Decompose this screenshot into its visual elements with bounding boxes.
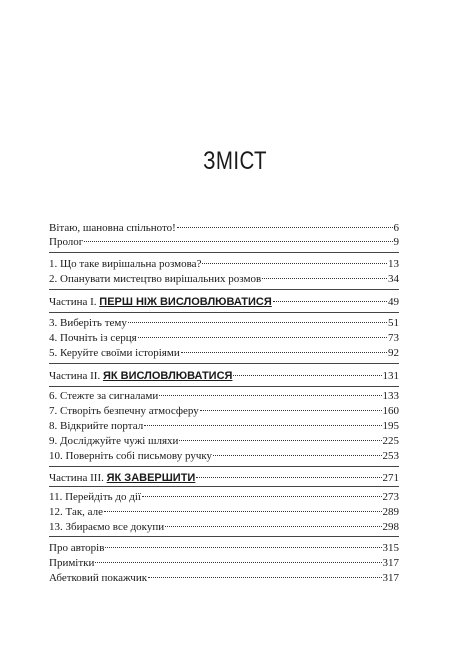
toc-entry-chapter-8[interactable]	[49, 419, 399, 434]
toc-entry-chapter-10[interactable]	[49, 449, 399, 464]
toc-entry-label: Примітки	[49, 557, 95, 569]
toc-entry-label: Почніть із серця	[60, 332, 137, 344]
dot-leader	[177, 227, 393, 228]
toc-entry-chapter-1[interactable]	[49, 257, 399, 272]
chapter-number: 8.	[49, 420, 58, 432]
chapter-number: 7.	[49, 405, 58, 417]
dot-leader	[179, 440, 381, 441]
page-title: ЗМІСТ	[203, 147, 267, 175]
toc-entry-label: Так, але	[65, 506, 104, 518]
toc-part-1[interactable]	[49, 295, 399, 310]
part-title: ЯК ЗАВЕРШИТИ	[106, 472, 196, 484]
toc-entry-page: 6	[393, 222, 399, 234]
toc-entry-label: Керуйте своїми історіями	[60, 347, 180, 359]
toc-entry-page: 49	[388, 296, 399, 308]
part-prefix: Частина ІІ.	[49, 370, 101, 382]
part-prefix: Частина ІІІ.	[49, 472, 104, 484]
chapter-number: 9.	[49, 435, 58, 447]
chapter-number: 10.	[49, 450, 63, 462]
toc-entry-label: Абетковий покажчик	[49, 572, 148, 584]
toc-entry-label: Поверніть собі письмову ручку	[65, 450, 213, 462]
section-divider	[49, 363, 399, 364]
dot-leader	[144, 425, 381, 426]
dot-leader	[233, 375, 381, 376]
chapter-number: 11.	[49, 491, 63, 503]
toc-entry-label: Перейдіть до дії	[65, 491, 141, 503]
toc-entry-label: Досліджуйте чужі шляхи	[60, 435, 179, 447]
dot-leader	[84, 241, 392, 242]
chapter-number: 3.	[49, 317, 58, 329]
section-divider	[49, 466, 399, 467]
toc-entry-label: Виберіть тему	[60, 317, 127, 329]
chapter-number: 1.	[49, 258, 58, 270]
dot-leader	[142, 496, 382, 497]
toc-entry-chapter-7[interactable]	[49, 404, 399, 419]
dot-leader	[105, 547, 381, 548]
toc-entry-chapter-3[interactable]	[49, 316, 399, 331]
toc-entry-page: 317	[382, 557, 399, 569]
dot-leader	[148, 577, 381, 578]
dot-leader	[95, 562, 381, 563]
dot-leader	[104, 511, 381, 512]
toc-entry-chapter-13[interactable]	[49, 520, 399, 535]
toc-entry-label: Збираємо все докупи	[65, 521, 165, 533]
dot-leader	[138, 337, 387, 338]
section-divider	[49, 252, 399, 253]
toc-entry-page: 315	[382, 542, 399, 554]
toc-entry-page: 73	[388, 332, 399, 344]
toc-entry-page: 195	[382, 420, 399, 432]
toc-entry-chapter-6[interactable]	[49, 389, 399, 404]
chapter-number: 4.	[49, 332, 58, 344]
toc-entry-chapter-2[interactable]	[49, 272, 399, 287]
toc-entry-page: 160	[382, 405, 399, 417]
chapter-number: 12.	[49, 506, 63, 518]
chapter-number: 13.	[49, 521, 63, 533]
section-divider	[49, 486, 399, 487]
toc-entry-page: 298	[382, 521, 399, 533]
toc-entry-label: Стежте за сигналами	[60, 390, 159, 402]
toc-entry-label: Відкрийте портал	[60, 420, 144, 432]
toc-part-2[interactable]	[49, 369, 399, 384]
part-title: ПЕРШ НІЖ ВИСЛОВЛЮВАТИСЯ	[99, 296, 272, 308]
toc-entry-label: Про авторів	[49, 542, 105, 554]
section-divider	[49, 386, 399, 387]
chapter-number: 2.	[49, 273, 58, 285]
toc-entry-chapter-4[interactable]	[49, 331, 399, 346]
chapter-number: 6.	[49, 390, 58, 402]
section-divider	[49, 536, 399, 537]
dot-leader	[273, 301, 387, 302]
section-divider	[49, 289, 399, 290]
toc-entry-chapter-11[interactable]	[49, 490, 399, 505]
toc-entry-label: Створіть безпечну атмосферу	[60, 405, 199, 417]
dot-leader	[213, 455, 381, 456]
toc-entry-notes[interactable]	[49, 556, 399, 571]
toc-entry-page: 225	[382, 435, 399, 447]
part-title: ЯК ВИСЛОВЛЮВАТИСЯ	[102, 370, 233, 382]
dot-leader	[200, 410, 382, 411]
toc-entry-page: 273	[382, 491, 399, 503]
toc-entry-page: 317	[382, 572, 399, 584]
chapter-number: 5.	[49, 347, 58, 359]
dot-leader	[181, 352, 387, 353]
toc-entry-page: 133	[382, 390, 399, 402]
toc-entry-chapter-12[interactable]	[49, 505, 399, 520]
dot-leader	[165, 526, 381, 527]
toc-entry-index[interactable]	[49, 571, 399, 586]
toc-entry-label: Опанувати мистецтво вирішальних розмов	[60, 273, 262, 285]
toc-entry-page: 271	[382, 472, 399, 484]
toc-part-3[interactable]	[49, 471, 399, 486]
dot-leader	[202, 263, 387, 264]
toc-entry-greeting[interactable]	[49, 221, 399, 236]
toc-entry-page: 253	[382, 450, 399, 462]
toc-entry-page: 92	[388, 347, 399, 359]
dot-leader	[262, 278, 387, 279]
toc-entry-chapter-5[interactable]	[49, 346, 399, 361]
toc-entry-label: Що таке вирішальна розмова?	[60, 258, 202, 270]
toc-entry-page: 51	[388, 317, 399, 329]
toc-entry-label: Вітаю, шановна спільното!	[49, 222, 176, 234]
dot-leader	[159, 395, 381, 396]
section-divider	[49, 312, 399, 313]
toc-entry-page: 34	[388, 273, 399, 285]
toc-entry-page: 13	[388, 258, 399, 270]
toc-entry-page: 9	[393, 236, 399, 248]
dot-leader	[128, 322, 387, 323]
toc-entry-about-authors[interactable]	[49, 541, 399, 556]
toc-entry-page: 289	[382, 506, 399, 518]
toc-entry-page: 131	[382, 370, 399, 382]
dot-leader	[196, 477, 381, 478]
toc-entry-chapter-9[interactable]	[49, 434, 399, 449]
toc-entry-label: Пролог	[49, 236, 84, 248]
part-prefix: Частина І.	[49, 296, 97, 308]
toc-entry-prologue[interactable]	[49, 235, 399, 250]
